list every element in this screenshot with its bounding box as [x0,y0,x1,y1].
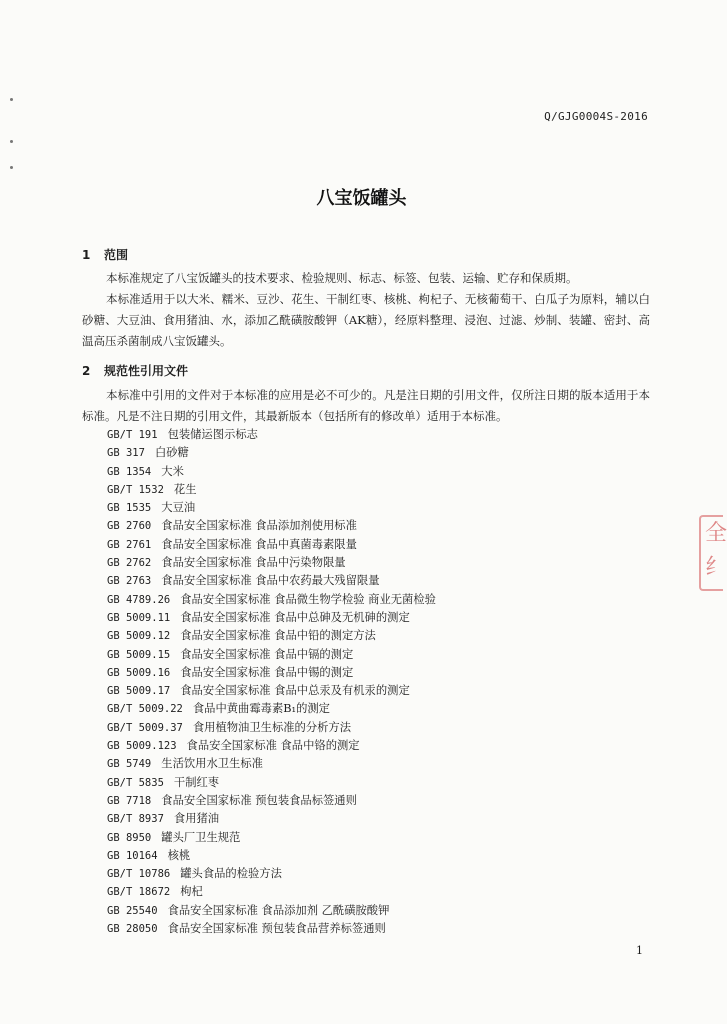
reference-name: 食用猪油 [173,812,220,826]
reference-code: GB 1354 [107,465,152,478]
page-number: 1 [636,944,643,957]
reference-code: GB 8950 [107,831,152,844]
reference-code: GB 2763 [107,575,152,588]
reference-item [107,554,627,572]
reference-name: 食品安全国家标准 食品中总砷及无机砷的测定 [180,610,410,624]
reference-name: 食品安全国家标准 食品中铅的测定方法 [180,629,376,643]
reference-item [107,627,627,645]
scope-paragraph-2: 本标准适用于以大米、糯米、豆沙、花生、干制红枣、核桃、枸杞子、无核葡萄干、白瓜子为原料，辅以白砂糖、大豆油、食用猪油、水，添加乙酰磺胺酸钾（AK糖），经原料整理、浸泡、过滤、炒制、装罐、密封、高温高压杀菌制成八宝饭罐头。 [82,292,650,348]
reference-code: GB/T 1532 [107,483,164,496]
reference-item [107,700,627,718]
reference-name: 食品安全国家标准 食品中铬的测定 [186,739,360,753]
reference-code: GB/T 10786 [107,868,171,881]
reference-code: GB 7718 [107,794,152,807]
reference-item [107,499,627,517]
reference-code: GB 28050 [107,923,158,936]
reference-item [107,920,627,938]
reference-item [107,755,627,773]
reference-code: GB 5009.123 [107,740,177,753]
reference-list [107,426,627,938]
reference-code: GB/T 5835 [107,776,164,789]
reference-item [107,591,627,609]
reference-item [107,774,627,792]
reference-item [107,883,627,901]
reference-code: GB/T 18672 [107,886,171,899]
reference-item [107,426,627,444]
reference-code: GB 2760 [107,520,152,533]
scope-paragraph-1: 本标准规定了八宝饭罐头的技术要求、检验规则、标志、标签、包装、运输、贮存和保质期。 [106,271,578,285]
scan-speck [10,98,13,101]
reference-name: 食品安全国家标准 食品微生物学检验 商业无菌检验 [180,592,436,606]
reference-code: GB/T 8937 [107,813,164,826]
reference-item [107,572,627,590]
reference-name: 食品安全国家标准 食品中污染物限量 [161,556,346,570]
reference-name: 包装储运图示标志 [167,428,258,441]
page-title: 八宝饭罐头 [316,188,407,209]
document-code: Q/GJG0004S-2016 [544,110,648,123]
section-heading-references [82,362,188,379]
reference-name: 食品安全国家标准 食品添加剂使用标准 [161,519,357,533]
reference-item [107,517,627,535]
reference-item [107,737,627,755]
reference-code: GB 1535 [107,502,152,515]
section-heading-text: 规范性引用文件 [104,364,189,378]
section-heading-scope [82,246,128,263]
reference-item [107,609,627,627]
reference-item [107,847,627,865]
reference-name: 食品安全国家标准 食品中总汞及有机汞的测定 [180,684,410,698]
reference-name: 罐头食品的检验方法 [180,867,282,881]
reference-item [107,536,627,554]
reference-item [107,792,627,810]
reference-code: GB 2762 [107,557,152,570]
reference-code: GB 5009.11 [107,611,171,624]
reference-code: GB/T 191 [107,429,158,441]
section-number: 2 [82,364,91,378]
reference-code: GB 5009.12 [107,630,171,643]
reference-name: 食品中黄曲霉毒素B₁的测定 [192,702,330,716]
reference-item [107,865,627,883]
reference-item [107,444,627,462]
scan-speck [10,140,13,143]
reference-name: 食品安全国家标准 食品中锡的测定 [180,665,354,679]
reference-name: 食品安全国家标准 食品中真菌毒素限量 [161,537,357,551]
reference-item [107,810,627,828]
reference-item [107,481,627,499]
reference-code: GB 5009.15 [107,648,171,661]
reference-code: GB/T 5009.37 [107,721,183,734]
reference-code: GB 10164 [107,849,158,862]
reference-name: 大米 [161,464,184,478]
reference-item [107,646,627,664]
reference-code: GB 5009.17 [107,685,171,698]
reference-code: GB/T 5009.22 [107,703,183,716]
reference-item [107,664,627,682]
reference-code: GB 5009.16 [107,666,171,679]
scan-speck [10,166,13,169]
reference-item [107,463,627,481]
red-seal-stamp: 全 纟 [699,515,723,591]
reference-name: 食品安全国家标准 预包装食品标签通则 [161,793,357,807]
reference-name: 食品安全国家标准 食品中农药最大残留限量 [161,574,380,588]
reference-item [107,829,627,847]
section-heading-text: 范围 [104,248,129,262]
references-paragraph: 本标准中引用的文件对于本标准的应用是必不可少的。凡是注日期的引用文件，仅所注日期的版本适用于本标准。凡是不注日期的引用文件，其最新版本（包括所有的修改单）适用于本标准。 [82,388,650,423]
reference-item [107,719,627,737]
reference-item [107,902,627,920]
reference-code: GB 317 [107,447,145,460]
reference-name: 食品安全国家标准 预包装食品营养标签通则 [167,922,386,936]
reference-name: 食品安全国家标准 食品中镉的测定 [180,647,354,661]
reference-name: 白砂糖 [154,446,189,460]
reference-name: 枸杞 [180,885,203,899]
reference-name: 干制红枣 [173,775,220,789]
reference-name: 食品安全国家标准 食品添加剂 乙酰磺胺酸钾 [167,903,390,917]
reference-name: 核桃 [167,848,191,862]
reference-code: GB 25540 [107,904,158,917]
reference-name: 花生 [173,482,197,496]
reference-code: GB 5749 [107,758,152,771]
reference-item [107,682,627,700]
reference-code: GB 2761 [107,538,152,551]
section-number: 1 [82,248,91,262]
reference-name: 大豆油 [161,501,196,515]
reference-code: GB 4789.26 [107,593,171,606]
reference-name: 生活饮用水卫生标准 [161,757,263,771]
reference-name: 罐头厂卫生规范 [161,830,241,844]
reference-name: 食用植物油卫生标准的分析方法 [192,720,352,734]
